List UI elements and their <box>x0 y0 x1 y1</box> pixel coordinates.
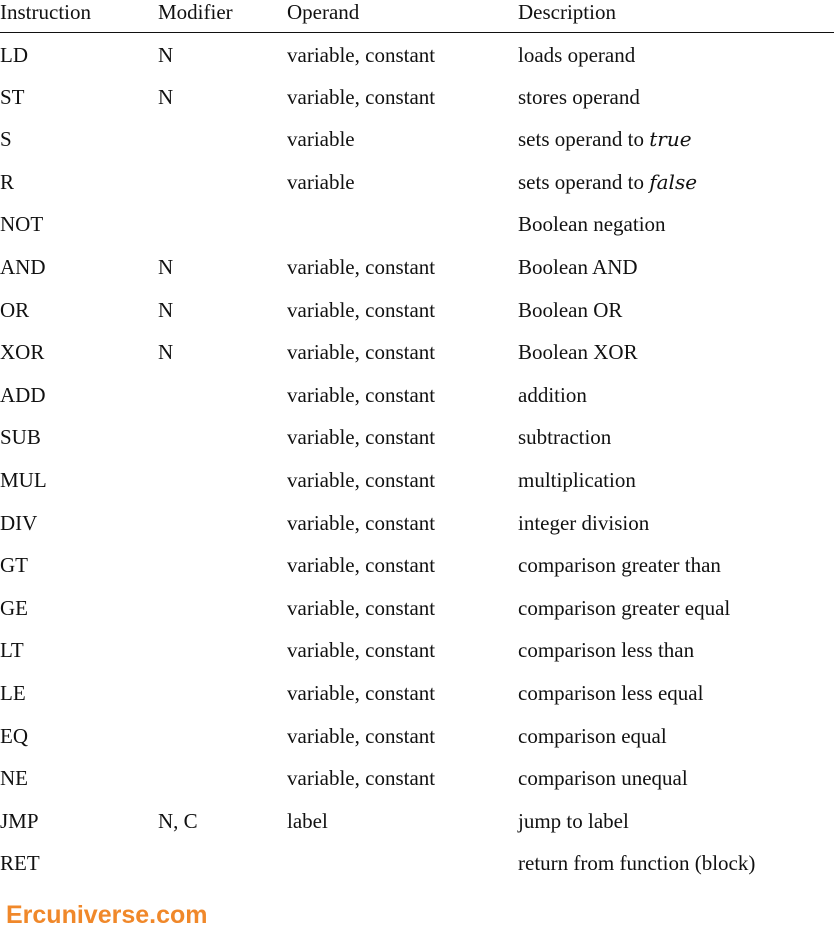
cell-operand: variable, constant <box>287 766 436 791</box>
table-row <box>0 587 834 630</box>
table-row <box>0 118 834 161</box>
table-row <box>0 842 834 885</box>
table-row <box>0 757 834 800</box>
site-watermark: Ercuniverse.com <box>6 901 208 929</box>
cell-instruction: LE <box>0 680 26 705</box>
cell-description-text: jump to label <box>518 808 629 833</box>
cell-instruction: LT <box>0 638 24 663</box>
cell-operand: variable, constant <box>287 723 436 748</box>
header-instruction: Instruction <box>0 0 91 24</box>
cell-operand: variable, constant <box>287 638 436 663</box>
cell-description-text: return from function (block) <box>518 851 756 876</box>
cell-description-text: subtraction <box>518 425 612 450</box>
cell-description-text: sets operand to <box>518 127 650 152</box>
cell-operand: variable, constant <box>287 84 436 109</box>
table-row <box>0 459 834 502</box>
cell-operand: variable, constant <box>287 382 436 407</box>
cell-operand: label <box>287 808 328 833</box>
cell-description-text: sets operand to <box>518 169 650 194</box>
cell-description <box>518 851 755 875</box>
cell-description <box>518 638 694 662</box>
cell-description-text: multiplication <box>518 467 636 492</box>
cell-instruction: OR <box>0 297 30 322</box>
cell-description-text: comparison unequal <box>518 766 688 791</box>
cell-description <box>518 383 587 407</box>
cell-instruction: AND <box>0 254 46 279</box>
cell-description-text: loads operand <box>518 43 636 67</box>
cell-description-text: stores operand <box>518 84 640 109</box>
cell-instruction: RET <box>0 851 40 876</box>
cell-description-text: addition <box>518 382 587 407</box>
table-row <box>0 629 834 672</box>
cell-instruction: LD <box>0 43 28 67</box>
table-row <box>0 374 834 417</box>
cell-description <box>518 340 638 364</box>
cell-instruction: XOR <box>0 340 45 365</box>
cell-instruction: DIV <box>0 510 38 535</box>
cell-operand: variable, constant <box>287 510 436 535</box>
cell-operand: variable, constant <box>287 43 436 67</box>
cell-description-text: comparison less than <box>518 638 695 663</box>
table-row <box>0 672 834 715</box>
table-row <box>0 203 834 246</box>
table-row <box>0 544 834 587</box>
cell-instruction: ST <box>0 84 25 109</box>
cell-description <box>518 724 667 748</box>
cell-description-text: integer division <box>518 510 650 535</box>
table-row <box>0 331 834 374</box>
cell-description-text: comparison greater equal <box>518 595 731 620</box>
cell-operand: variable, constant <box>287 553 436 578</box>
cell-description <box>518 553 721 577</box>
table-row <box>0 33 834 76</box>
cell-operand: variable, constant <box>287 425 436 450</box>
cell-operand: variable, constant <box>287 680 436 705</box>
table-row <box>0 289 834 332</box>
header-operand: Operand <box>287 0 360 24</box>
cell-description <box>518 43 635 67</box>
cell-modifier: N <box>158 297 174 322</box>
header-description: Description <box>518 0 616 24</box>
cell-description <box>518 511 649 535</box>
cell-description <box>518 85 640 109</box>
cell-description <box>518 170 697 194</box>
cell-modifier: N <box>158 340 174 365</box>
cell-instruction: GE <box>0 595 28 620</box>
cell-modifier: N, C <box>158 808 198 833</box>
cell-instruction: MUL <box>0 467 47 492</box>
cell-description-text: Boolean AND <box>518 254 638 279</box>
cell-description <box>518 298 622 322</box>
cell-instruction: S <box>0 127 12 152</box>
cell-description-text: Boolean OR <box>518 297 623 322</box>
cell-operand: variable, constant <box>287 254 436 279</box>
cell-instruction: NOT <box>0 212 44 237</box>
cell-description <box>518 681 703 705</box>
cell-description-text: Boolean negation <box>518 212 666 237</box>
cell-description-emphasis: false <box>649 169 698 194</box>
table-row <box>0 416 834 459</box>
cell-instruction: GT <box>0 553 28 578</box>
table-body <box>0 33 834 885</box>
table-row <box>0 800 834 843</box>
cell-modifier: N <box>158 254 174 279</box>
cell-description <box>518 127 692 151</box>
table-row <box>0 246 834 289</box>
table-row <box>0 502 834 545</box>
cell-description-text: comparison equal <box>518 723 667 748</box>
cell-description <box>518 809 629 833</box>
cell-operand: variable, constant <box>287 297 436 322</box>
cell-description-text: Boolean XOR <box>518 340 638 365</box>
cell-instruction: NE <box>0 766 28 791</box>
cell-description <box>518 212 666 236</box>
cell-instruction: R <box>0 169 15 194</box>
cell-modifier: N <box>158 84 174 109</box>
cell-operand: variable, constant <box>287 595 436 620</box>
cell-instruction: SUB <box>0 425 41 450</box>
cell-description-emphasis: true <box>649 127 692 152</box>
table-header-row <box>0 0 834 33</box>
cell-description-text: comparison greater than <box>518 553 721 578</box>
table-row <box>0 161 834 204</box>
cell-operand: variable, constant <box>287 340 436 365</box>
cell-operand: variable, constant <box>287 467 436 492</box>
cell-operand: variable <box>287 127 355 152</box>
cell-instruction: EQ <box>0 723 28 748</box>
table-row <box>0 76 834 119</box>
table-row <box>0 715 834 758</box>
cell-description <box>518 596 730 620</box>
cell-description-text: comparison less equal <box>518 680 704 705</box>
cell-description <box>518 468 636 492</box>
cell-instruction: ADD <box>0 382 46 407</box>
cell-instruction: JMP <box>0 808 39 833</box>
header-modifier: Modifier <box>158 0 233 24</box>
cell-operand: variable <box>287 169 355 194</box>
cell-description <box>518 425 611 449</box>
cell-modifier: N <box>158 43 174 67</box>
cell-description <box>518 766 688 790</box>
cell-description <box>518 255 638 279</box>
